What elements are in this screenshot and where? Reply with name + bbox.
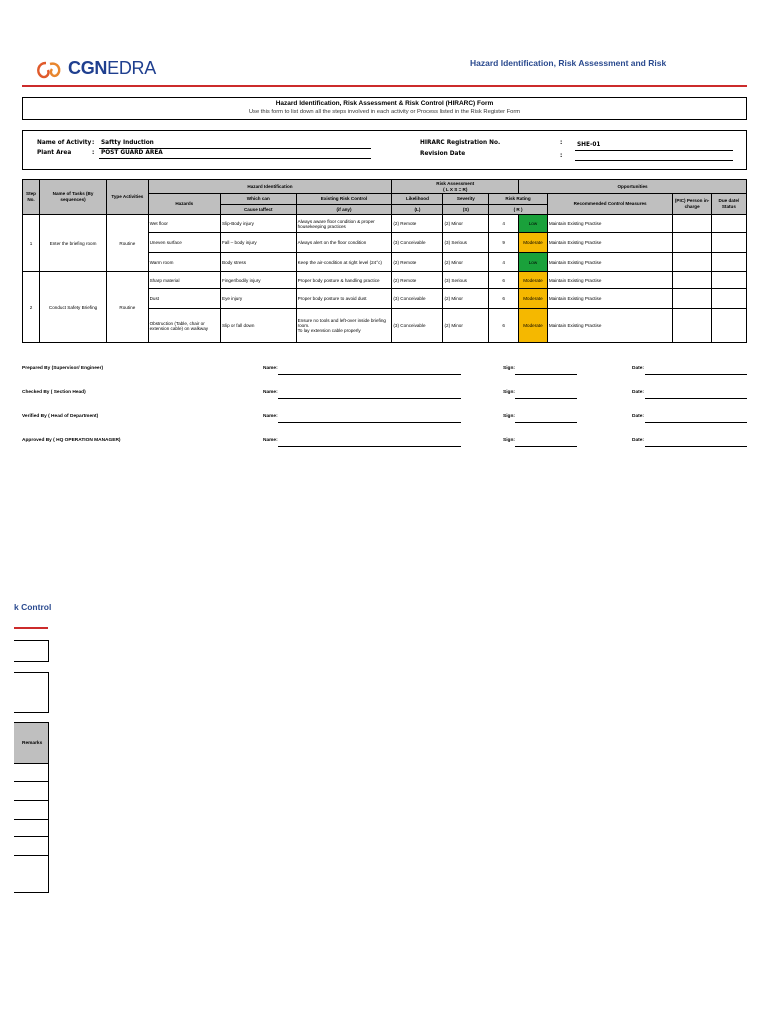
name-field[interactable]: [278, 422, 461, 423]
score-cell: 4: [489, 253, 519, 272]
severity-cell: (2) Minor: [443, 215, 489, 233]
type-cell: Routine: [107, 272, 149, 343]
rating-sub-header: ( R ): [489, 205, 548, 215]
score-cell: 9: [489, 233, 519, 253]
revision-colon: :: [560, 153, 563, 159]
date-label: Date:: [632, 390, 644, 395]
date-field[interactable]: [645, 422, 747, 423]
rating-cell: Moderate: [519, 309, 548, 343]
rating-cell: Moderate: [519, 272, 548, 289]
score-cell: 6: [489, 309, 519, 343]
control-cell: Keep the air-condition at right level (24°c): [296, 253, 392, 272]
due-cell: [711, 309, 746, 343]
effect-cell: Eye injury: [221, 289, 297, 309]
severity-cell: (2) Minor: [443, 253, 489, 272]
name-field[interactable]: [278, 374, 461, 375]
plant-value: POST GUARD AREA: [101, 150, 163, 156]
table-row: [23, 272, 747, 289]
sign-label: Sign:: [503, 390, 515, 395]
activity-info-box: [22, 130, 747, 170]
name-label: Name:: [263, 366, 278, 371]
measure-cell: Maintain Existing Practise: [547, 233, 673, 253]
registration-value: SHE-01: [577, 142, 601, 148]
name-label: Name:: [263, 414, 278, 419]
likelihood-header: Likelihood: [392, 194, 443, 205]
due-cell: [711, 272, 746, 289]
header-title: Hazard Identification, Risk Assessment and Risk: [470, 58, 667, 68]
remarks-header: Remarks: [14, 722, 49, 764]
hazard-cell: Sharp material: [148, 272, 220, 289]
likelihood-cell: (3) Conceivable: [392, 233, 443, 253]
hazard-cell: Warm room: [148, 253, 220, 272]
date-label: Date:: [632, 414, 644, 419]
pic-cell: [673, 233, 711, 253]
name-field[interactable]: [278, 446, 461, 447]
task-cell: Enter the briefing room: [40, 215, 107, 272]
hirarc-table: [22, 179, 747, 343]
registration-label: HIRARC Registration No.: [420, 140, 501, 146]
type-header: Type Activities: [107, 180, 149, 215]
fragment-box: [14, 672, 49, 713]
pic-cell: [673, 253, 711, 272]
control-cell: Always alert on the floor condition: [296, 233, 392, 253]
existing-control-header: Existing Risk Control: [296, 194, 392, 205]
date-field[interactable]: [645, 398, 747, 399]
control-cell: Proper body posture & handling practice: [296, 272, 392, 289]
severity-cell: (3) Serious: [443, 233, 489, 253]
revision-underline: [575, 160, 733, 161]
recommended-header: Recommended Control Measures: [547, 194, 673, 215]
company-logo: [34, 58, 174, 82]
fragment-title: k Control: [14, 602, 52, 612]
severity-cell: (3) Serious: [443, 272, 489, 289]
likelihood-cell: (2) Remote: [392, 272, 443, 289]
pic-cell: [673, 289, 711, 309]
rating-header: Risk Rating: [489, 194, 548, 205]
measure-cell: Maintain Existing Practise: [547, 253, 673, 272]
severity-cell: (2) Minor: [443, 289, 489, 309]
type-cell: Routine: [107, 215, 149, 272]
severity-header: Severity: [443, 194, 489, 205]
control-cell: Always aware floor condition & proper housekeeping practices: [296, 215, 392, 233]
pic-cell: [673, 272, 711, 289]
effect-cell: Slip-Body injury: [221, 215, 297, 233]
likelihood-cell: (3) Conceivable: [392, 309, 443, 343]
sign-field[interactable]: [515, 398, 577, 399]
score-cell: 6: [489, 272, 519, 289]
pic-cell: [673, 215, 711, 233]
rating-cell: Moderate: [519, 289, 548, 309]
task-cell: Conduct Safety Briefing: [40, 272, 107, 343]
likelihood-sub-header: (L): [392, 205, 443, 215]
pic-header: (PIC) Person in-charge: [673, 194, 711, 215]
logo-swirl-icon: [34, 60, 66, 80]
pic-cell: [673, 309, 711, 343]
sign-field[interactable]: [515, 374, 577, 375]
which-can-header: Which can: [221, 194, 297, 205]
measure-cell: Maintain Existing Practise: [547, 309, 673, 343]
sign-label: Sign:: [503, 438, 515, 443]
due-cell: [711, 253, 746, 272]
hazard-cell: Wet floor: [148, 215, 220, 233]
due-header: Due date/ Status: [711, 194, 746, 215]
likelihood-cell: (2) Remote: [392, 253, 443, 272]
opportunities-header: Opportunities: [519, 180, 747, 194]
effect-cell: Finger/bodily injury: [221, 272, 297, 289]
step-header: Step No.: [23, 180, 40, 215]
remarks-cell: [14, 836, 49, 856]
approved-by-label: Approved By ( HQ OPERATION MANAGER): [22, 438, 121, 443]
rating-cell: Moderate: [519, 233, 548, 253]
score-cell: 4: [489, 215, 519, 233]
verified-by-label: Verified By ( Head of Department): [22, 414, 99, 419]
activity-underline: [99, 148, 371, 149]
likelihood-cell: (3) Conceivable: [392, 289, 443, 309]
hazard-cell: Dust: [148, 289, 220, 309]
form-title-box: [22, 97, 747, 120]
activity-value: Saftty Induction: [101, 140, 154, 146]
step-cell: 1: [23, 215, 40, 272]
severity-sub-header: (S): [443, 205, 489, 215]
activity-colon: :: [92, 140, 95, 146]
step-cell: 2: [23, 272, 40, 343]
rating-cell: Low: [519, 215, 548, 233]
date-field[interactable]: [645, 446, 747, 447]
name-field[interactable]: [278, 398, 461, 399]
cause-effect-header: Cause Iaffect: [221, 205, 297, 215]
measure-cell: Maintain Existing Practise: [547, 289, 673, 309]
sign-label: Sign:: [503, 414, 515, 419]
date-field[interactable]: [645, 374, 747, 375]
sign-label: Sign:: [503, 366, 515, 371]
due-cell: [711, 233, 746, 253]
prepared-by-label: Prepared By (Supervisor/ Engineer): [22, 366, 104, 371]
likelihood-cell: (2) Remote: [392, 215, 443, 233]
plant-colon: :: [92, 150, 95, 156]
header-divider: [22, 85, 747, 87]
form-title: Hazard Identification, Risk Assessment & Risk Control (HIRARC) Form: [275, 100, 494, 107]
hazards-header: Hazards: [148, 194, 220, 215]
name-label: Name:: [263, 438, 278, 443]
risk-assessment-header: Risk Assessment ( L X S = R): [392, 180, 519, 194]
measure-cell: Maintain Existing Practise: [547, 215, 673, 233]
effect-cell: Fall – body injury: [221, 233, 297, 253]
revision-label: Revision Date: [420, 151, 466, 157]
severity-cell: (2) Minor: [443, 309, 489, 343]
rating-cell: Low: [519, 253, 548, 272]
effect-cell: Slip or fall down: [221, 309, 297, 343]
sign-field[interactable]: [515, 446, 577, 447]
control-cell: Ensure no tools and left-over inside briefing room. To lay extension cable properly: [296, 309, 392, 343]
if-any-header: (if any): [296, 205, 392, 215]
score-cell: 6: [489, 289, 519, 309]
effect-cell: Body stress: [221, 253, 297, 272]
date-label: Date:: [632, 366, 644, 371]
registration-colon: :: [560, 140, 563, 146]
plant-underline: [99, 158, 371, 159]
activity-label: Name of Activity: [37, 140, 92, 146]
logo-edra: EDRA: [107, 58, 156, 78]
checked-by-label: Checked By ( Section Head): [22, 390, 86, 395]
due-cell: [711, 289, 746, 309]
hazard-identification-header: Hazard Identification: [148, 180, 392, 194]
date-label: Date:: [632, 438, 644, 443]
remarks-cell: [14, 855, 49, 893]
remarks-cell: [14, 819, 49, 837]
logo-cgn: CGN: [68, 58, 108, 78]
hazard-cell: Uneven surface: [148, 233, 220, 253]
fragment-divider: [14, 627, 48, 629]
form-subtitle: Use this form to list down all the steps involved in each activity or Process listed in the Risk Register Form: [248, 109, 521, 115]
name-label: Name:: [263, 390, 278, 395]
hazard-cell: Obstruction (Table, chair or extension cable) on walkway: [148, 309, 220, 343]
tasks-header: Name of Tasks (By sequences): [40, 180, 107, 215]
table-row: [23, 215, 747, 233]
registration-underline: [575, 150, 733, 151]
remarks-cell: [14, 763, 49, 782]
due-cell: [711, 215, 746, 233]
remarks-cell: [14, 781, 49, 801]
fragment-box: [14, 640, 49, 662]
plant-label: Plant Area: [37, 150, 72, 156]
measure-cell: Maintain Existing Practise: [547, 272, 673, 289]
control-cell: Proper body posture to avoid dust: [296, 289, 392, 309]
remarks-cell: [14, 800, 49, 820]
sign-field[interactable]: [515, 422, 577, 423]
